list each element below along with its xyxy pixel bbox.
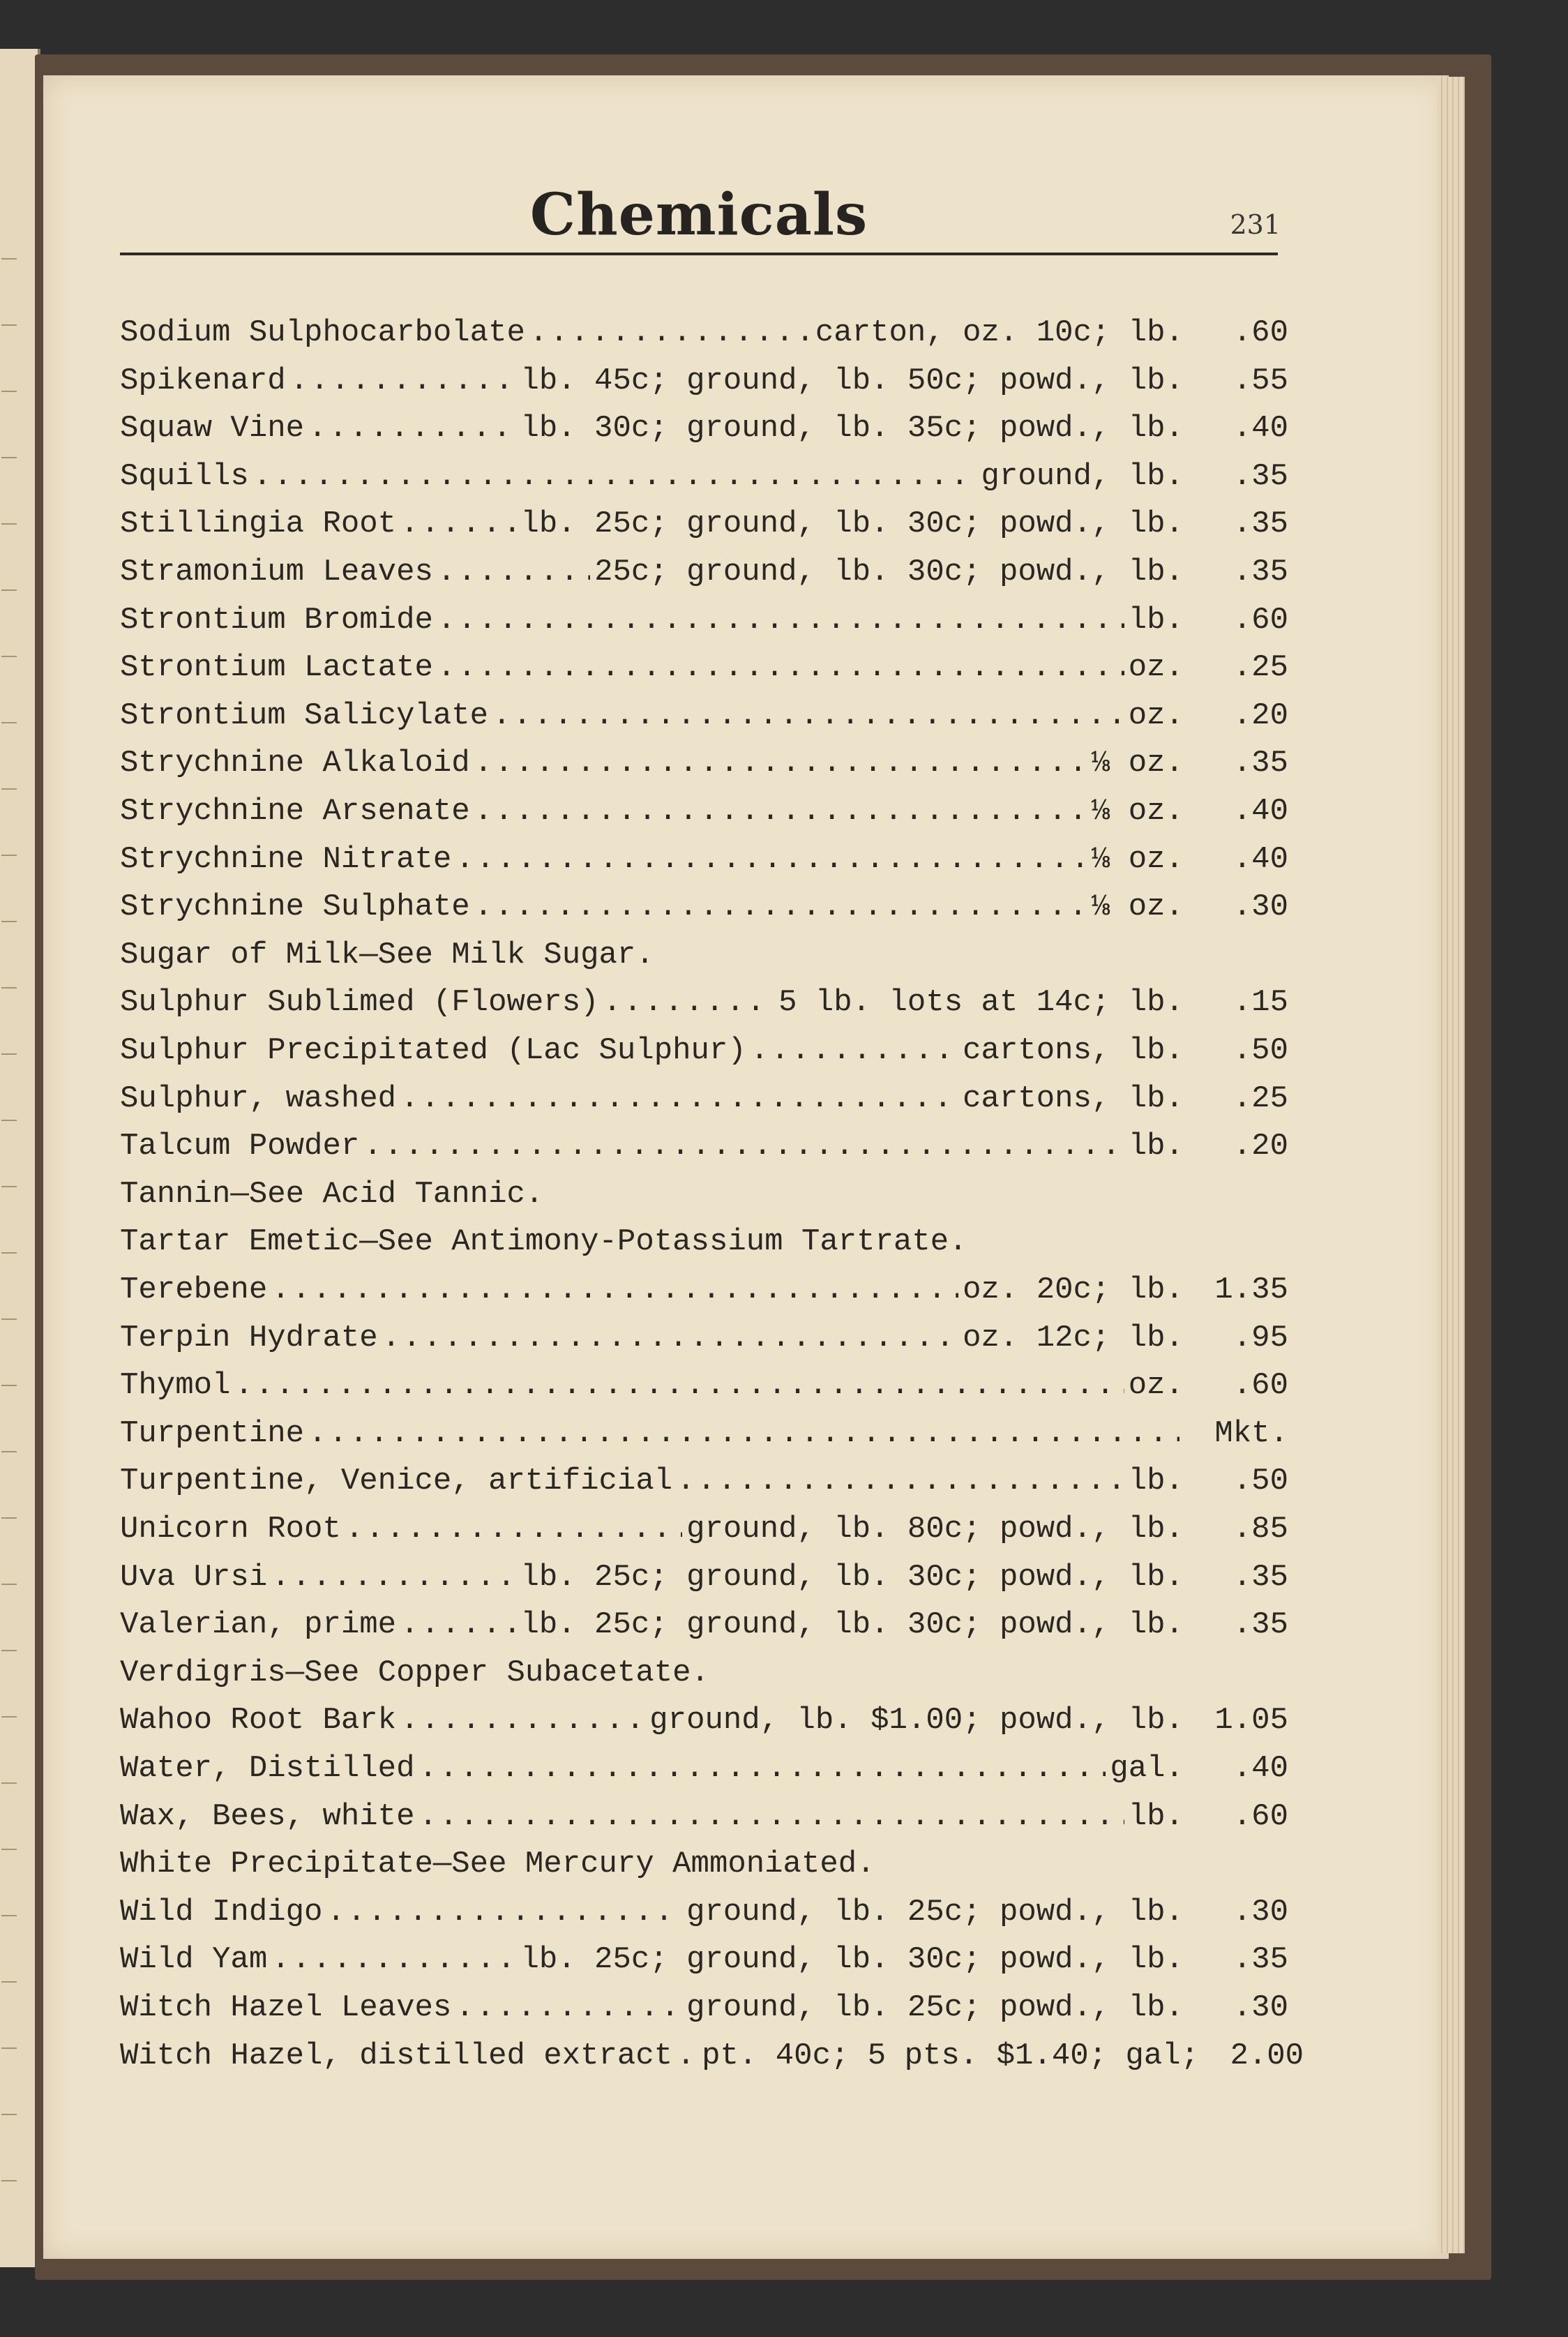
dot-leader — [326, 1897, 682, 1928]
entry-name: Wild Indigo — [120, 1894, 323, 1930]
dot-leader — [677, 2041, 698, 2071]
entry-name: Strontium Bromide — [120, 602, 433, 638]
entry-detail: lb. 30c; ground, lb. 35c; powd., lb. — [520, 411, 1184, 446]
price-entry — [120, 317, 1288, 348]
page-edge-mark — [1, 258, 17, 260]
dot-leader — [492, 700, 1124, 731]
entry-detail: lb. — [1128, 1129, 1184, 1164]
entry-detail: lb. 25c; ground, lb. 30c; powd., lb. — [520, 1607, 1184, 1643]
dot-leader — [400, 1705, 645, 1736]
page-edge-mark — [1, 2180, 17, 2181]
entry-price: .35 — [1232, 555, 1288, 589]
page-edge-mark — [1, 391, 17, 392]
entry-price: .60 — [1232, 602, 1288, 638]
entry-name: Strychnine Sulphate — [120, 889, 470, 925]
entry-price: .30 — [1232, 889, 1288, 925]
price-entry — [120, 363, 1288, 398]
price-entry — [120, 700, 1288, 731]
page-edge-mark — [1, 1517, 17, 1519]
entry-detail: gal. — [1110, 1751, 1184, 1786]
price-entry — [120, 1083, 1288, 1114]
price-entry — [120, 1464, 1288, 1499]
entry-name: Strontium Salicylate — [120, 698, 489, 733]
page-edge-mark — [1, 1252, 17, 1254]
entry-price: .25 — [1232, 650, 1288, 686]
dot-leader — [751, 1035, 958, 1066]
entry-price: .35 — [1232, 1559, 1288, 1595]
entry-name: Stillingia Root — [120, 506, 397, 542]
price-entry — [120, 1559, 1288, 1595]
entry-detail: ground, lb. 80c; powd., lb. — [686, 1512, 1184, 1547]
entry-detail: lb. 25c; ground, lb. 30c; powd., lb. — [520, 506, 1184, 542]
entry-detail: ⅛ oz. — [1091, 889, 1184, 925]
dot-leader — [419, 1753, 1106, 1784]
page-number: 231 — [1230, 209, 1281, 240]
entry-detail: oz. — [1128, 650, 1184, 686]
page-edge-mark — [1, 324, 17, 326]
entry-name: Sulphur, washed — [120, 1081, 397, 1116]
entry-detail: oz. 20c; lb. — [963, 1272, 1184, 1307]
entry-name: Unicorn Root — [120, 1512, 341, 1547]
entry-price: .40 — [1232, 411, 1288, 446]
entry-price: .35 — [1232, 746, 1288, 781]
entry-price: .35 — [1232, 506, 1288, 542]
dot-leader — [400, 1083, 958, 1114]
price-entry — [120, 506, 1288, 542]
entry-detail: 5 lb. lots at 14c; lb. — [778, 985, 1184, 1021]
entry-name: Squills — [120, 458, 249, 494]
page-edge-mark — [1, 1053, 17, 1055]
dot-leader — [529, 317, 811, 348]
entry-detail: lb. — [1128, 1798, 1184, 1834]
dot-leader — [603, 987, 775, 1018]
page-edge-mark — [1, 921, 17, 922]
price-entry — [120, 1607, 1288, 1643]
entry-detail: oz. — [1128, 698, 1184, 733]
entry-name: Sodium Sulphocarbolate — [120, 315, 525, 350]
price-entry — [120, 1272, 1288, 1307]
page-edge-mark — [1, 656, 17, 657]
entry-price: 1.35 — [1214, 1272, 1288, 1307]
entry-name: Witch Hazel Leaves — [120, 1990, 452, 2025]
entry-price: .35 — [1232, 1942, 1288, 1978]
dot-leader — [400, 1609, 516, 1640]
entry-price: 2.00 — [1230, 2038, 1304, 2073]
entry-name: Witch Hazel, distilled extract — [120, 2038, 673, 2073]
entry-name: Stramonium Leaves — [120, 555, 433, 589]
dot-leader — [455, 1992, 682, 2023]
entry-detail: ground, lb. — [981, 458, 1184, 494]
entry-name: White Precipitate—See Mercury Ammoniated. — [120, 1847, 875, 1882]
dot-leader — [677, 1466, 1124, 1496]
entry-name: Talcum Powder — [120, 1129, 360, 1164]
dot-leader — [345, 1514, 682, 1545]
entry-price: .20 — [1232, 1129, 1288, 1164]
price-entry — [120, 1992, 1288, 2023]
dot-leader — [290, 366, 517, 396]
cross-reference-entry — [120, 1176, 1288, 1212]
entry-detail: ground, lb. $1.00; powd., lb. — [649, 1703, 1184, 1738]
entry-name: Squaw Vine — [120, 411, 305, 446]
entry-price: .55 — [1232, 363, 1288, 398]
price-entry — [120, 458, 1288, 494]
dot-leader — [382, 1323, 958, 1353]
price-entry — [120, 1514, 1288, 1545]
page-edge-mark — [1, 457, 17, 458]
page-edge-mark — [1, 523, 17, 525]
entry-price: .60 — [1232, 315, 1288, 350]
dot-leader — [437, 605, 1124, 636]
page-edge-mark — [1, 1584, 17, 1585]
entry-name: Sugar of Milk—See Milk Sugar. — [120, 937, 654, 972]
dot-leader — [437, 557, 590, 587]
page-stack-edge — [1437, 77, 1465, 2253]
entry-name: Strontium Lactate — [120, 650, 433, 686]
dot-leader — [308, 413, 516, 444]
entry-detail: cartons, lb. — [963, 1081, 1184, 1116]
entry-detail: carton, oz. 10c; lb. — [815, 315, 1184, 350]
page-edge-mark — [1, 855, 17, 856]
entry-name: Turpentine, Venice, artificial — [120, 1464, 673, 1499]
page-edge-mark — [1, 1120, 17, 1121]
page-edge-mark — [1, 1650, 17, 1651]
price-entry — [120, 1894, 1288, 1930]
page-edge-mark — [1, 1318, 17, 1320]
entry-price: .85 — [1232, 1512, 1288, 1547]
entry-price: .25 — [1232, 1081, 1288, 1116]
entry-name: Thymol — [120, 1368, 231, 1404]
entry-detail: lb. — [1128, 1464, 1184, 1499]
entry-name: Water, Distilled — [120, 1751, 415, 1786]
page-edge-mark — [1, 2114, 17, 2115]
header-rule — [120, 253, 1278, 255]
entry-price: .30 — [1232, 1990, 1288, 2025]
dot-leader — [474, 796, 1087, 827]
dot-leader — [455, 844, 1087, 875]
price-entry — [120, 650, 1288, 686]
entry-price: .95 — [1232, 1320, 1288, 1355]
entry-detail: ground, lb. 25c; powd., lb. — [686, 1894, 1184, 1930]
entry-price: .50 — [1232, 1464, 1288, 1499]
entry-name: Valerian, prime — [120, 1607, 397, 1643]
entry-name: Uva Ursi — [120, 1559, 268, 1595]
price-entry — [120, 889, 1288, 925]
entry-name: Spikenard — [120, 363, 286, 398]
entry-name: Turpentine — [120, 1415, 305, 1451]
price-entry — [120, 557, 1288, 587]
dot-leader — [271, 1275, 958, 1305]
page-edge-mark — [1, 589, 17, 591]
entry-detail: lb. — [1128, 602, 1184, 638]
cross-reference-entry — [120, 1224, 1288, 1260]
price-entry — [120, 1942, 1288, 1978]
entry-detail: oz. 12c; lb. — [963, 1320, 1184, 1355]
entry-price: .40 — [1232, 794, 1288, 829]
entry-price: .30 — [1232, 1894, 1288, 1930]
dot-leader — [308, 1418, 1179, 1449]
dot-leader — [271, 1944, 516, 1975]
entry-detail: lb. 25c; ground, lb. 30c; powd., lb. — [520, 1942, 1184, 1978]
entry-price: .40 — [1232, 1751, 1288, 1786]
entry-price: .50 — [1232, 1033, 1288, 1068]
book-page — [43, 75, 1449, 2259]
price-entry — [120, 841, 1288, 877]
entry-detail: ground, lb. 25c; powd., lb. — [686, 1990, 1184, 2025]
price-entry — [120, 1320, 1288, 1355]
entry-price: .60 — [1232, 1368, 1288, 1404]
entry-price: .40 — [1232, 841, 1288, 877]
entry-detail: 25c; ground, lb. 30c; powd., lb. — [594, 555, 1184, 589]
entry-name: Tannin—See Acid Tannic. — [120, 1176, 544, 1212]
entry-price: .20 — [1232, 698, 1288, 733]
cross-reference-entry — [120, 1847, 1288, 1882]
entry-price: .35 — [1232, 458, 1288, 494]
dot-leader — [419, 1801, 1124, 1832]
entry-detail: oz. — [1128, 1368, 1184, 1404]
price-entry — [120, 985, 1288, 1021]
page-edge-mark — [1, 1385, 17, 1386]
dot-leader — [253, 461, 977, 492]
cross-reference-entry — [120, 1655, 1288, 1690]
entry-detail: ⅛ oz. — [1091, 746, 1184, 781]
entry-price: .60 — [1232, 1798, 1288, 1834]
dot-leader — [437, 652, 1124, 683]
dot-leader — [474, 892, 1087, 922]
entry-name: Sulphur Precipitated (Lac Sulphur) — [120, 1033, 746, 1068]
entry-name: Terebene — [120, 1272, 268, 1307]
entry-name: Strychnine Arsenate — [120, 794, 470, 829]
entry-price: 1.05 — [1214, 1703, 1288, 1738]
price-entry — [120, 748, 1288, 779]
entry-detail: cartons, lb. — [963, 1033, 1184, 1068]
entry-name: Wahoo Root Bark — [120, 1703, 397, 1738]
price-entry — [120, 1753, 1288, 1784]
entry-detail: lb. 45c; ground, lb. 50c; powd., lb. — [520, 363, 1184, 398]
page-edge-mark — [1, 1451, 17, 1452]
page-edge-mark — [1, 1849, 17, 1850]
page-edge-mark — [1, 1981, 17, 1983]
entry-price: Mkt. — [1214, 1415, 1288, 1451]
entry-name: Terpin Hydrate — [120, 1320, 378, 1355]
entry-detail: ⅛ oz. — [1091, 794, 1184, 829]
price-entry — [120, 1035, 1288, 1066]
entry-price: .35 — [1232, 1607, 1288, 1643]
price-entry — [120, 1415, 1288, 1451]
price-entry — [120, 1798, 1288, 1834]
page-header — [120, 171, 1281, 262]
page-edge-mark — [1, 1186, 17, 1187]
price-entry — [120, 602, 1288, 638]
entry-detail: pt. 40c; 5 pts. $1.40; gal; — [702, 2038, 1200, 2073]
entry-detail: lb. 25c; ground, lb. 30c; powd., lb. — [520, 1559, 1184, 1595]
entry-name: Tartar Emetic—See Antimony-Potassium Tartrate. — [120, 1224, 967, 1260]
page-title: Chemicals — [529, 181, 868, 248]
dot-leader — [363, 1131, 1124, 1162]
page-edge-mark — [1, 2047, 17, 2049]
entry-name: Verdigris—See Copper Subacetate. — [120, 1655, 709, 1690]
price-entry — [120, 796, 1288, 827]
dot-leader — [400, 509, 516, 539]
dot-leader — [474, 748, 1087, 779]
price-entry — [120, 1131, 1288, 1162]
entry-detail: ⅛ oz. — [1091, 841, 1184, 877]
dot-leader — [271, 1562, 516, 1593]
page-edge-mark — [1, 788, 17, 790]
entry-name: Strychnine Nitrate — [120, 841, 452, 877]
page-edge-mark — [1, 1782, 17, 1784]
price-entry — [120, 413, 1288, 444]
cross-reference-entry — [120, 937, 1288, 972]
entry-price: .15 — [1232, 985, 1288, 1021]
entry-name: Wild Yam — [120, 1942, 268, 1978]
page-edge-mark — [1, 1915, 17, 1916]
page-edge-mark — [1, 722, 17, 723]
entry-name: Sulphur Sublimed (Flowers) — [120, 985, 599, 1021]
price-entry — [120, 1368, 1288, 1404]
page-edge-mark — [1, 1716, 17, 1718]
dot-leader — [234, 1370, 1124, 1401]
entry-name: Wax, Bees, white — [120, 1798, 415, 1834]
entry-name: Strychnine Alkaloid — [120, 746, 470, 781]
price-entry — [120, 1705, 1288, 1736]
price-entry — [120, 2038, 1304, 2073]
page-edge-mark — [1, 987, 17, 989]
